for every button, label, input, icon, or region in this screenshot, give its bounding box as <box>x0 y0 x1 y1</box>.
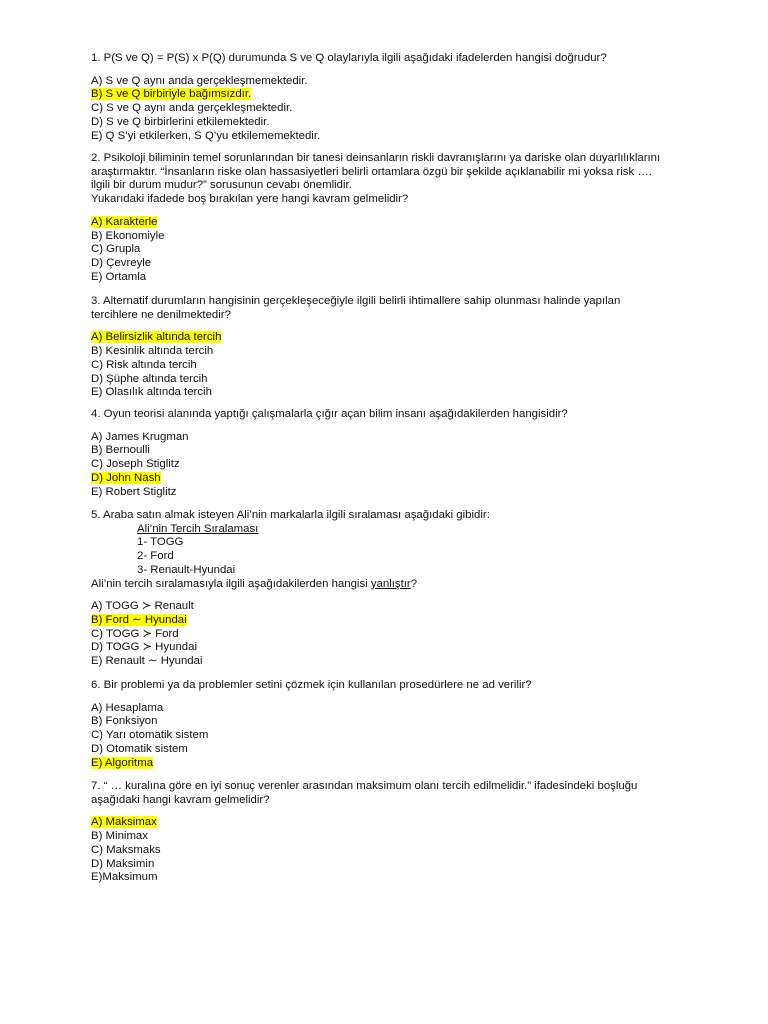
option-b: B) Minimax <box>91 830 148 843</box>
question-stem-line: 3. Alternatif durumların hangisinin gerçekleşeceğiyle ilgili belirli ihtimallere sahip olunması halinde yapılan <box>91 295 621 307</box>
question-stem-line: tercihlere ne denilmektedir? <box>91 308 231 321</box>
option-c: C) Risk altında tercih <box>91 358 197 371</box>
question-1 <box>91 52 691 143</box>
option-a: A) S ve Q aynı anda gerçekleşmemektedir. <box>91 74 308 87</box>
option-c: C) TOGG ≻ Ford <box>91 627 179 640</box>
option-b: B) Bernoulli <box>91 444 150 457</box>
question-2 <box>91 152 691 284</box>
question-6 <box>91 679 691 770</box>
option-e: E) Q S’yi etkilerken, S Q’yu etkilememektedir. <box>91 129 321 142</box>
question-stem-line: araştırmaktır. “İnsanların riske olan hassasiyetleri belirli ortamlara özgü bir şekilde açıklanabilir mi yoksa risk …. <box>91 165 652 178</box>
option-c: C) Yarı otomatik sistem <box>91 729 209 742</box>
option-b: B) Ekonomiyle <box>91 229 165 242</box>
option-b: B) Fonksiyon <box>91 715 158 728</box>
option-d: D) Maksimin <box>91 857 155 870</box>
option-e: E) Ortamla <box>91 270 147 283</box>
option-d: D) Şüphe altında tercih <box>91 372 208 385</box>
option-d-correct: D) John Nash <box>91 471 161 484</box>
question-prompt: Ali’nin tercih sıralamasıyla ilgili aşağıdakilerden hangisi yanlıştır? <box>91 577 418 590</box>
question-stem-line: 7. “ … kuralına göre en iyi sonuç verenler arasından maksimum olanı tercih edilmelidir.” ifadesindeki boşluğu <box>91 780 638 792</box>
question-3 <box>91 295 691 400</box>
option-b: B) Kesinlik altında tercih <box>91 345 214 358</box>
option-a-correct: A) Belirsizlik altında tercih <box>91 331 222 344</box>
option-c: C) Grupla <box>91 243 141 256</box>
option-e: E)Maksimum <box>91 871 158 884</box>
question-stem: 6. Bir problemi ya da problemler setini çözmek için kullanılan prosedürlere ne ad verilir? <box>91 679 532 691</box>
option-d: D) S ve Q birbirlerini etkilemektedir. <box>91 115 270 128</box>
option-c: C) Maksmaks <box>91 843 161 856</box>
option-d: D) Çevreyle <box>91 256 152 269</box>
option-b-correct: B) Ford ∼ Hyundai <box>91 613 187 626</box>
option-c: C) Joseph Stiglitz <box>91 458 180 471</box>
question-stem-line: aşağıdaki hangi kavram gelmelidir? <box>91 793 270 806</box>
option-e: E) Robert Stiglitz <box>91 485 177 498</box>
question-stem: 4. Oyun teorisi alanında yaptığı çalışmalarla çığır açan bilim insanı aşağıdakilerden hangisidir? <box>91 408 568 420</box>
ranking-item: 1- TOGG <box>137 536 184 549</box>
option-a: A) Hesaplama <box>91 701 164 714</box>
question-4 <box>91 408 691 499</box>
option-b-correct: B) S ve Q birbiriyle bağımsızdır. <box>91 88 252 101</box>
question-stem-line: Yukarıdaki ifadede boş bırakılan yere hangi kavram gelmelidir? <box>91 193 409 206</box>
option-e: E) Olasılık altında tercih <box>91 386 212 399</box>
option-a-correct: A) Karakterle <box>91 215 158 228</box>
question-stem-line: 2. Psikoloji biliminin temel sorunlarından bir tanesi deinsanların riskli davranışlarını ya dariske olan duyarlılıklarını <box>91 152 661 164</box>
option-e: E) Renault ∼ Hyundai <box>91 655 203 668</box>
question-5 <box>91 509 691 669</box>
ranking-title: Ali’nin Tercih Sıralaması <box>137 522 259 535</box>
question-7 <box>91 780 691 885</box>
question-stem: 1. P(S ve Q) = P(S) x P(Q) durumunda S ve Q olaylarıyla ilgili aşağıdaki ifadelerden hangisi doğrudur? <box>91 52 607 64</box>
ranking-item: 3- Renault-Hyundai <box>137 563 236 576</box>
option-c: C) S ve Q aynı anda gerçekleşmektedir. <box>91 102 293 115</box>
question-stem: 5. Araba satın almak isteyen Ali’nin markalarla ilgili sıralaması aşağıdaki gibidir: <box>91 509 490 521</box>
option-a: A) James Krugman <box>91 430 189 443</box>
ranking-item: 2- Ford <box>137 550 174 563</box>
option-a-correct: A) Maksimax <box>91 816 157 829</box>
option-a: A) TOGG ≻ Renault <box>91 600 194 613</box>
question-stem-line: ilgili bir durum mudur?” sorusunun cevabı önemlidir. <box>91 179 352 192</box>
option-d: D) Otomatik sistem <box>91 742 188 755</box>
option-e-correct: E) Algoritma <box>91 756 154 769</box>
option-d: D) TOGG ≻ Hyundai <box>91 641 197 654</box>
